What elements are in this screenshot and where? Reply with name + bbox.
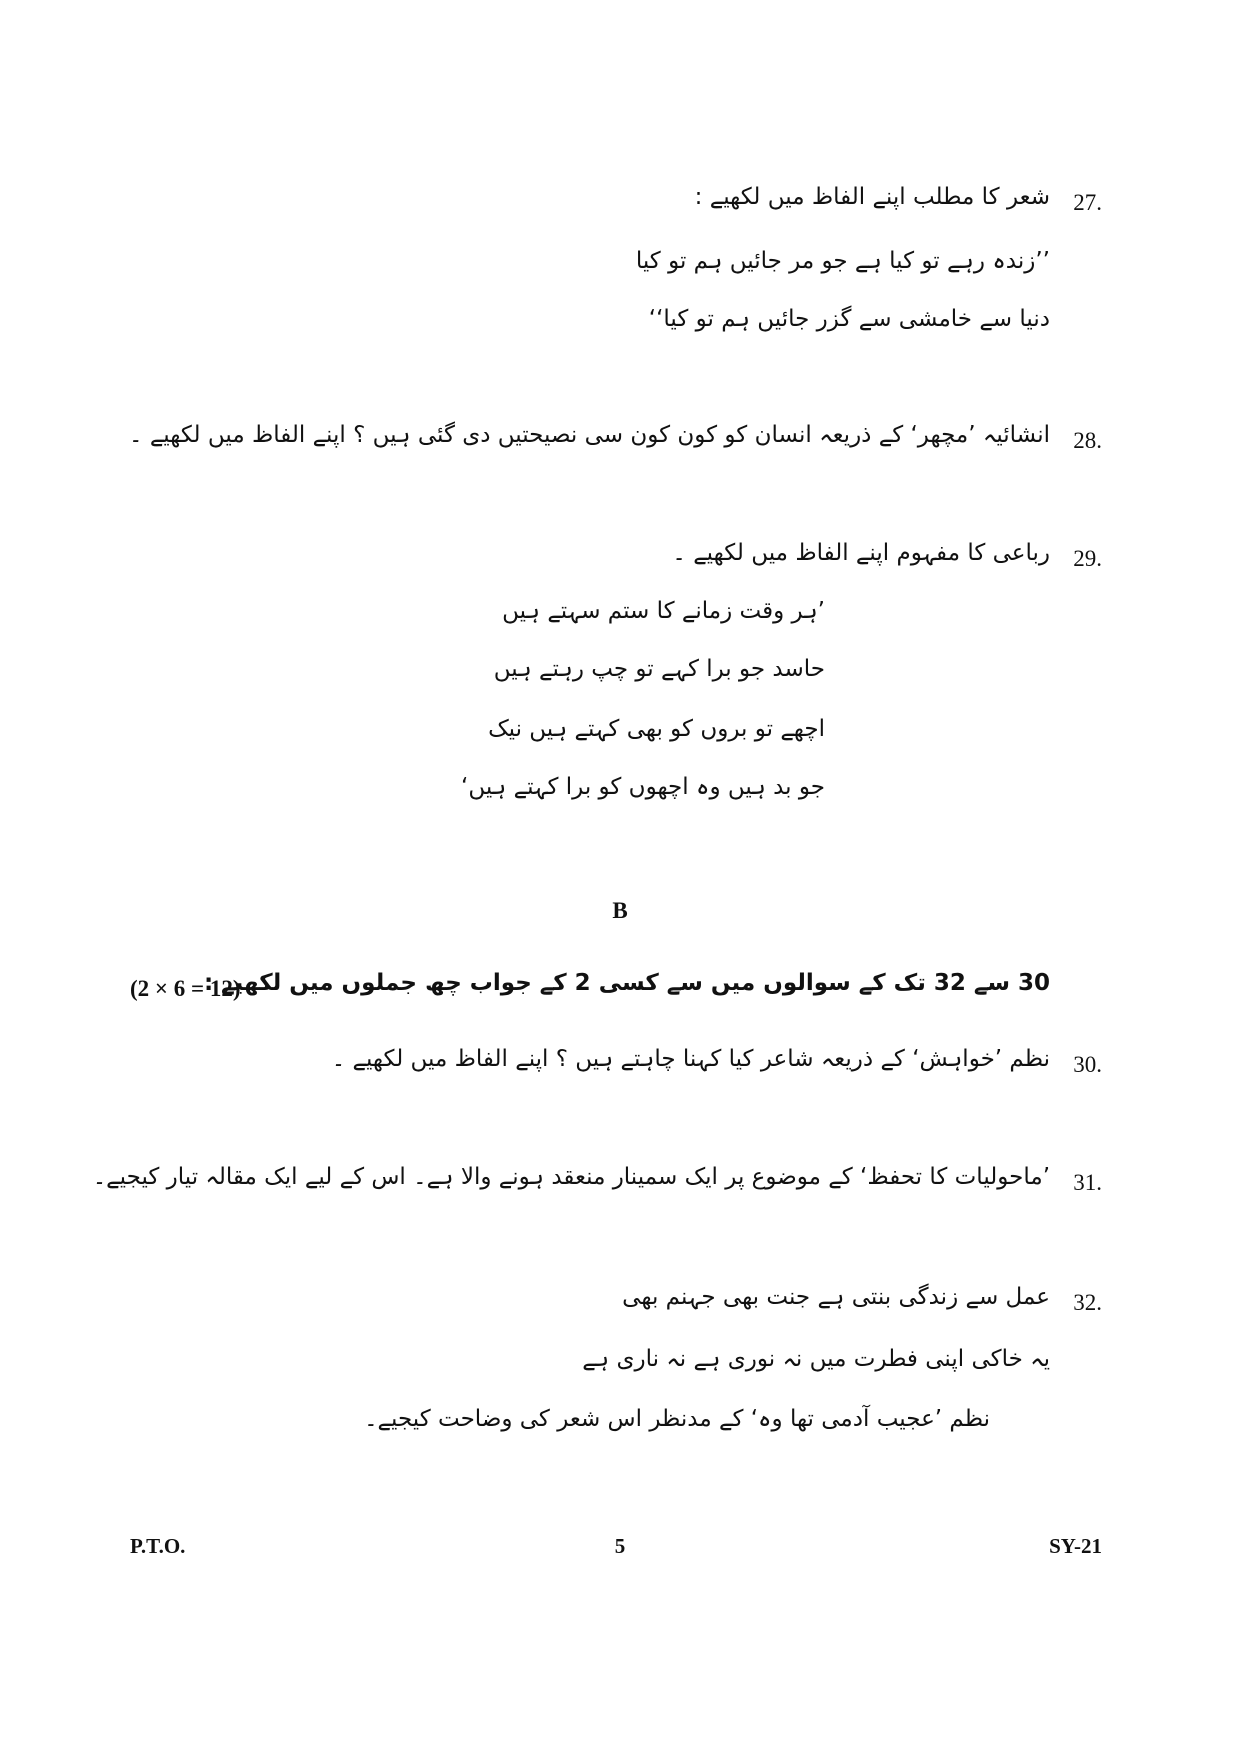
- question-number: 30.: [1073, 1052, 1102, 1077]
- question-prompt: عمل سے زندگی بنتی ہے جنت بھی جہنم بھی: [622, 1284, 1050, 1310]
- page-number: 5: [614, 1534, 626, 1558]
- question-prompt: ’ماحولیات کا تحفظ‘ کے موضوع پر ایک سمینار منعقد ہونے والا ہے۔ اس کے لیے ایک مقالہ تیار کیجیے۔: [92, 1164, 1050, 1190]
- footer-pto: P.T.O.: [130, 1534, 186, 1558]
- question-number: 27.: [1073, 190, 1102, 215]
- paper-code: SY-21: [1049, 1534, 1102, 1558]
- verse-line: جو بد ہیں وہ اچھوں کو برا کہتے ہیں‘: [461, 774, 825, 800]
- section-heading: B: [612, 898, 628, 923]
- section-instruction: 30 سے 32 تک کے سوالوں میں سے کسی 2 کے جواب چھ جملوں میں لکھیے :: [203, 970, 1050, 996]
- question-number: 32.: [1073, 1290, 1102, 1315]
- question-prompt: نظم ’خواہش‘ کے ذریعہ شاعر کیا کہنا چاہتے ہیں ؟ اپنے الفاظ میں لکھیے ۔: [331, 1046, 1050, 1072]
- verse-line: یہ خاکی اپنی فطرت میں نہ نوری ہے نہ ناری ہے: [582, 1346, 1050, 1372]
- question-number: 29.: [1073, 546, 1102, 571]
- question-prompt: شعر کا مطلب اپنے الفاظ میں لکھیے :: [694, 184, 1050, 210]
- verse-line: ’’زندہ رہے تو کیا ہے جو مر جائیں ہم تو کیا: [635, 248, 1050, 274]
- verse-line: دنیا سے خامشی سے گزر جائیں ہم تو کیا‘‘: [648, 306, 1050, 332]
- question-number: 28.: [1073, 428, 1102, 453]
- marks-allocation: (2 × 6 = 12): [130, 976, 241, 1001]
- question-prompt: انشائیہ ’مچھر‘ کے ذریعہ انسان کو کون کون سی نصیحتیں دی گئی ہیں ؟ اپنے الفاظ میں لکھیے ۔: [129, 422, 1050, 448]
- verse-line: اچھے تو بروں کو بھی کہتے ہیں نیک: [488, 716, 825, 742]
- verse-line: نظم ’عجیب آدمی تھا وہ‘ کے مدنظر اس شعر کی وضاحت کیجیے۔: [364, 1406, 990, 1432]
- question-prompt: رباعی کا مفہوم اپنے الفاظ میں لکھیے ۔: [672, 540, 1050, 566]
- verse-line: ’ہر وقت زمانے کا ستم سہتے ہیں: [502, 598, 825, 624]
- verse-line: حاسد جو برا کہے تو چپ رہتے ہیں: [493, 656, 825, 682]
- question-number: 31.: [1073, 1170, 1102, 1195]
